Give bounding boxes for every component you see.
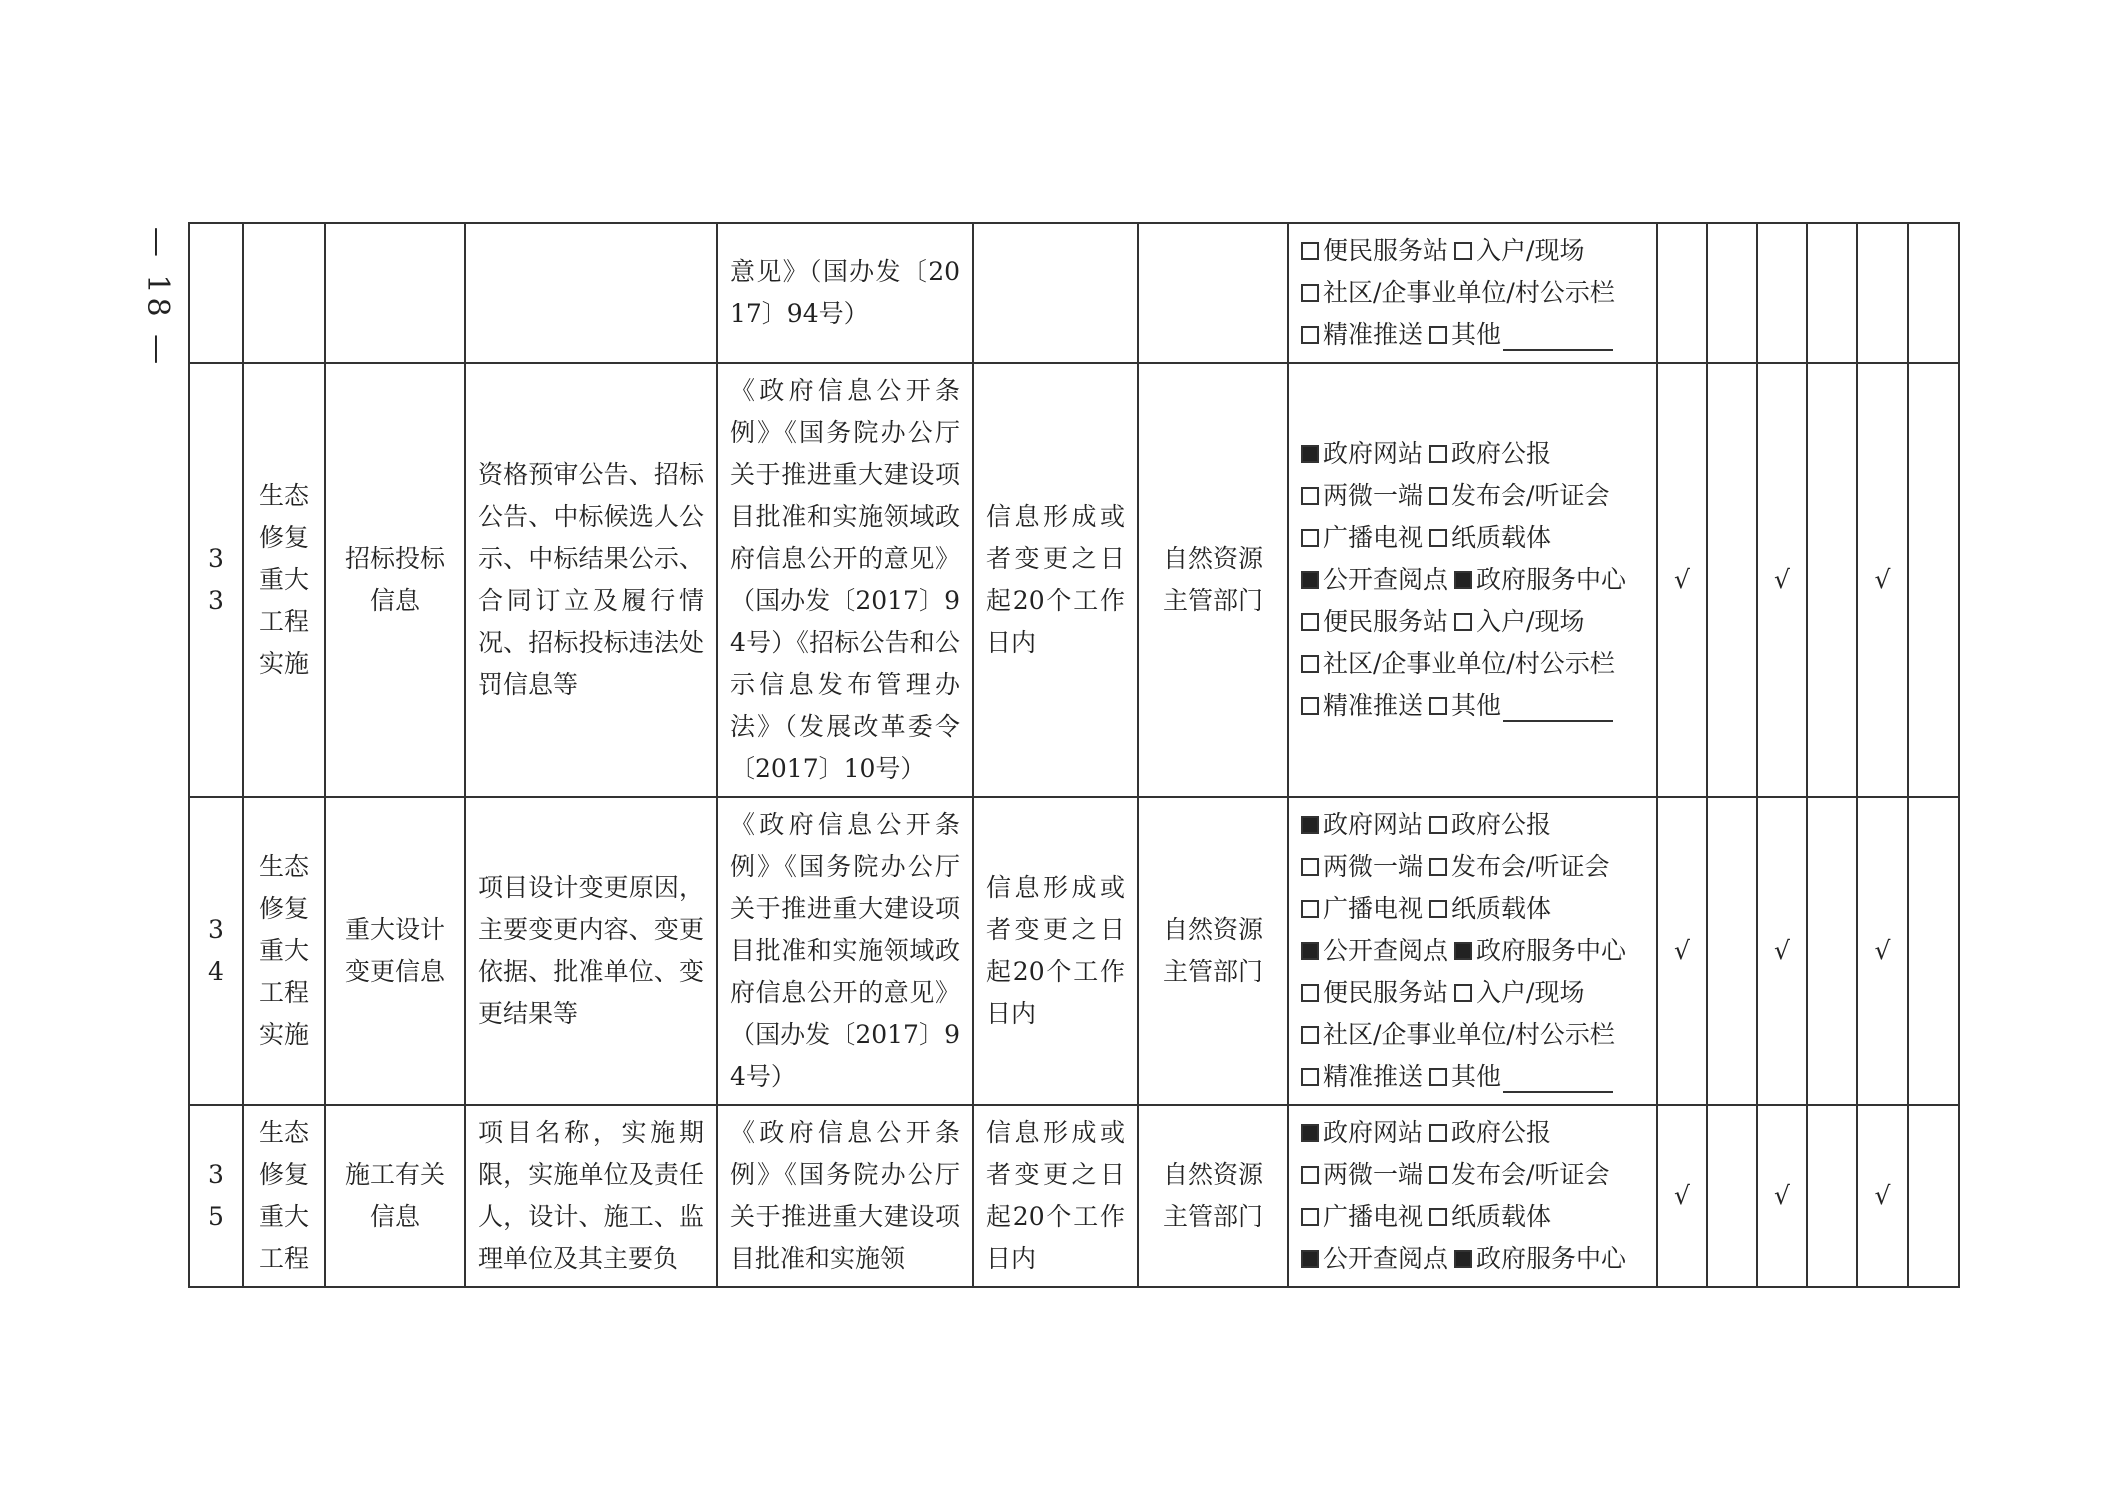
unchecked-box-icon: [1301, 900, 1319, 918]
row-check: [1807, 223, 1857, 363]
row-check: √: [1657, 1105, 1707, 1287]
row-item: 施工有关信息: [325, 1105, 465, 1287]
row-channels: [1288, 363, 1657, 797]
unchecked-box-icon: [1429, 1124, 1447, 1142]
row-check: √: [1657, 797, 1707, 1105]
channel-option: [1301, 601, 1448, 643]
channel-label: 政府公报: [1451, 810, 1552, 839]
channel-option: [1301, 685, 1423, 727]
channel-line: [1301, 559, 1644, 601]
channel-label: 社区/企事业单位/村公示栏: [1323, 278, 1615, 307]
channel-label: 纸质载体: [1451, 1202, 1552, 1231]
unchecked-box-icon: [1301, 697, 1319, 715]
unchecked-box-icon: [1301, 1208, 1319, 1226]
channel-option: [1429, 517, 1551, 559]
row-channels: [1288, 1105, 1657, 1287]
channel-line: [1301, 230, 1644, 272]
unchecked-box-icon: [1301, 1026, 1319, 1044]
checked-box-icon: [1301, 1124, 1319, 1142]
unchecked-box-icon: [1301, 326, 1319, 344]
channel-option: [1301, 433, 1423, 475]
row-check: √: [1657, 363, 1707, 797]
row-check: √: [1757, 363, 1807, 797]
unchecked-box-icon: [1454, 984, 1472, 1002]
channel-label: 入户/现场: [1476, 236, 1585, 265]
unchecked-box-icon: [1301, 529, 1319, 547]
row-category: 生态修复重大工程实施: [243, 797, 325, 1105]
row-dept: 自然资源主管部门: [1138, 1105, 1288, 1287]
row-check: √: [1857, 797, 1908, 1105]
row-check: [1908, 1105, 1959, 1287]
row-basis: 《政府信息公开条例》《国务院办公厅关于推进重大建设项目批准和实施领域政府信息公开的意见》（国办发〔2017〕94号）《招标公告和公示信息发布管理办法》（发展改革委令〔2017〕10号）: [717, 363, 973, 797]
row-dept: 自然资源主管部门: [1138, 797, 1288, 1105]
fill-in-blank: [1503, 1061, 1613, 1093]
channel-label: 政府服务中心: [1476, 565, 1627, 594]
channel-line: [1301, 601, 1644, 643]
channel-label: 政府公报: [1451, 439, 1552, 468]
channel-option: [1301, 230, 1448, 272]
channel-label: 便民服务站: [1323, 607, 1449, 636]
row-number: [189, 223, 243, 363]
channel-label: 精准推送: [1323, 320, 1424, 349]
channel-label: 政府服务中心: [1476, 936, 1627, 965]
channel-option: [1301, 1154, 1423, 1196]
channel-option: [1301, 517, 1423, 559]
unchecked-box-icon: [1429, 816, 1447, 834]
row-basis: 意见》（国办发〔2017〕94号）: [717, 223, 973, 363]
page-number-text: — 18 —: [140, 226, 176, 368]
checked-box-icon: [1454, 571, 1472, 589]
channel-label: 公开查阅点: [1323, 936, 1449, 965]
channel-option: [1429, 433, 1551, 475]
channel-option: [1301, 804, 1423, 846]
table-row: [189, 223, 1959, 363]
row-check: √: [1757, 1105, 1807, 1287]
channel-label: 政府网站: [1323, 810, 1424, 839]
row-check: [1757, 223, 1807, 363]
channel-label: 政府网站: [1323, 1118, 1424, 1147]
row-time: 信息形成或者变更之日起20个工作日内: [973, 1105, 1138, 1287]
channel-option: [1301, 559, 1448, 601]
unchecked-box-icon: [1301, 655, 1319, 673]
channel-label: 政府网站: [1323, 439, 1424, 468]
channel-line: [1301, 1014, 1644, 1056]
channel-option: [1301, 1014, 1615, 1056]
row-check: √: [1857, 363, 1908, 797]
checked-box-icon: [1454, 942, 1472, 960]
channel-option: [1429, 475, 1609, 517]
channel-option: [1429, 314, 1613, 356]
unchecked-box-icon: [1301, 1166, 1319, 1184]
channel-option: [1454, 930, 1626, 972]
row-check: [1657, 223, 1707, 363]
table-body: [189, 223, 1959, 1287]
checked-box-icon: [1301, 1250, 1319, 1268]
channel-option: [1301, 1238, 1448, 1280]
channel-option: [1301, 475, 1423, 517]
row-dept: 自然资源主管部门: [1138, 363, 1288, 797]
row-number: 35: [189, 1105, 243, 1287]
channel-label: 社区/企事业单位/村公示栏: [1323, 1020, 1615, 1049]
table-row: [189, 797, 1959, 1105]
channel-label: 广播电视: [1323, 1202, 1424, 1231]
unchecked-box-icon: [1301, 613, 1319, 631]
channel-label: 广播电视: [1323, 894, 1424, 923]
unchecked-box-icon: [1429, 1166, 1447, 1184]
channel-line: [1301, 1196, 1644, 1238]
row-check: [1807, 797, 1857, 1105]
channel-option: [1301, 1056, 1423, 1098]
unchecked-box-icon: [1301, 242, 1319, 260]
channel-label: 纸质载体: [1451, 523, 1552, 552]
channel-option: [1454, 1238, 1626, 1280]
unchecked-box-icon: [1429, 1068, 1447, 1086]
table-row: [189, 1105, 1959, 1287]
row-category: [243, 223, 325, 363]
unchecked-box-icon: [1429, 445, 1447, 463]
unchecked-box-icon: [1454, 242, 1472, 260]
channel-label: 发布会/听证会: [1451, 1160, 1610, 1189]
channel-label: 入户/现场: [1476, 978, 1585, 1007]
row-time: 信息形成或者变更之日起20个工作日内: [973, 797, 1138, 1105]
row-category: 生态修复重大工程: [243, 1105, 325, 1287]
row-basis: 《政府信息公开条例》《国务院办公厅关于推进重大建设项目批准和实施领: [717, 1105, 973, 1287]
row-number: 33: [189, 363, 243, 797]
channel-option: [1429, 888, 1551, 930]
row-channels: [1288, 797, 1657, 1105]
row-content: [465, 223, 717, 363]
row-category: 生态修复重大工程实施: [243, 363, 325, 797]
unchecked-box-icon: [1429, 326, 1447, 344]
channel-label: 两微一端: [1323, 852, 1424, 881]
channel-option: [1301, 846, 1423, 888]
channel-line: [1301, 846, 1644, 888]
channel-label: 发布会/听证会: [1451, 481, 1610, 510]
channel-label: 其他: [1451, 320, 1502, 349]
channel-line: [1301, 1056, 1644, 1098]
channel-label: 两微一端: [1323, 481, 1424, 510]
unchecked-box-icon: [1429, 529, 1447, 547]
channel-label: 纸质载体: [1451, 894, 1552, 923]
unchecked-box-icon: [1429, 858, 1447, 876]
channel-line: [1301, 685, 1644, 727]
row-basis: 《政府信息公开条例》《国务院办公厅关于推进重大建设项目批准和实施领域政府信息公开的意见》（国办发〔2017〕94号）: [717, 797, 973, 1105]
row-channels: [1288, 223, 1657, 363]
row-item: 重大设计变更信息: [325, 797, 465, 1105]
row-check: [1908, 223, 1959, 363]
channel-option: [1301, 888, 1423, 930]
channel-line: [1301, 272, 1644, 314]
unchecked-box-icon: [1301, 284, 1319, 302]
unchecked-box-icon: [1301, 858, 1319, 876]
channel-option: [1429, 1112, 1551, 1154]
checked-box-icon: [1301, 816, 1319, 834]
channel-line: [1301, 930, 1644, 972]
unchecked-box-icon: [1301, 487, 1319, 505]
channel-label: 社区/企事业单位/村公示栏: [1323, 649, 1615, 678]
unchecked-box-icon: [1429, 1208, 1447, 1226]
channel-label: 两微一端: [1323, 1160, 1424, 1189]
channel-line: [1301, 643, 1644, 685]
channel-line: [1301, 433, 1644, 475]
channel-label: 其他: [1451, 1062, 1502, 1091]
row-item: 招标投标信息: [325, 363, 465, 797]
channel-label: 政府服务中心: [1476, 1244, 1627, 1273]
channel-label: 公开查阅点: [1323, 1244, 1449, 1273]
row-check: [1807, 1105, 1857, 1287]
channel-option: [1454, 972, 1584, 1014]
row-check: [1707, 223, 1757, 363]
channel-option: [1301, 972, 1448, 1014]
channel-label: 精准推送: [1323, 1062, 1424, 1091]
unchecked-box-icon: [1454, 613, 1472, 631]
checked-box-icon: [1301, 445, 1319, 463]
page-number: [138, 222, 178, 372]
channel-line: [1301, 517, 1644, 559]
row-check: [1707, 363, 1757, 797]
channel-option: [1454, 230, 1584, 272]
channel-option: [1301, 314, 1423, 356]
channel-label: 精准推送: [1323, 691, 1424, 720]
channel-option: [1429, 1154, 1609, 1196]
channel-label: 广播电视: [1323, 523, 1424, 552]
channel-label: 发布会/听证会: [1451, 852, 1610, 881]
channel-option: [1301, 1112, 1423, 1154]
channel-line: [1301, 1112, 1644, 1154]
unchecked-box-icon: [1429, 697, 1447, 715]
checked-box-icon: [1301, 571, 1319, 589]
channel-line: [1301, 314, 1644, 356]
fill-in-blank: [1503, 690, 1613, 722]
channel-option: [1429, 685, 1613, 727]
channel-label: 入户/现场: [1476, 607, 1585, 636]
fill-in-blank: [1503, 319, 1613, 351]
row-check: √: [1857, 1105, 1908, 1287]
unchecked-box-icon: [1301, 1068, 1319, 1086]
row-number: 34: [189, 797, 243, 1105]
channel-line: [1301, 804, 1644, 846]
unchecked-box-icon: [1429, 487, 1447, 505]
checked-box-icon: [1301, 942, 1319, 960]
row-check: [1857, 223, 1908, 363]
row-check: [1908, 797, 1959, 1105]
row-content: 项目设计变更原因，主要变更内容、变更依据、批准单位、变更结果等: [465, 797, 717, 1105]
channel-option: [1301, 930, 1448, 972]
disclosure-table: [188, 222, 1960, 1288]
row-dept: [1138, 223, 1288, 363]
row-check: √: [1757, 797, 1807, 1105]
row-check: [1807, 363, 1857, 797]
row-content: 项目名称，实施期限，实施单位及责任人，设计、施工、监理单位及其主要负: [465, 1105, 717, 1287]
channel-label: 公开查阅点: [1323, 565, 1449, 594]
channel-option: [1454, 559, 1626, 601]
channel-option: [1429, 1056, 1613, 1098]
channel-label: 便民服务站: [1323, 236, 1449, 265]
channel-option: [1301, 643, 1615, 685]
channel-option: [1429, 846, 1609, 888]
row-check: [1707, 797, 1757, 1105]
channel-label: 便民服务站: [1323, 978, 1449, 1007]
row-item: [325, 223, 465, 363]
checked-box-icon: [1454, 1250, 1472, 1268]
channel-option: [1429, 1196, 1551, 1238]
channel-label: 政府公报: [1451, 1118, 1552, 1147]
row-check: [1908, 363, 1959, 797]
channel-option: [1429, 804, 1551, 846]
row-time: 信息形成或者变更之日起20个工作日内: [973, 363, 1138, 797]
channel-label: 其他: [1451, 691, 1502, 720]
channel-line: [1301, 972, 1644, 1014]
channel-option: [1301, 1196, 1423, 1238]
table-row: [189, 363, 1959, 797]
channel-line: [1301, 1238, 1644, 1280]
channel-line: [1301, 1154, 1644, 1196]
channel-line: [1301, 475, 1644, 517]
channel-line: [1301, 888, 1644, 930]
unchecked-box-icon: [1429, 900, 1447, 918]
row-content: 资格预审公告、招标公告、中标候选人公示、中标结果公示、合同订立及履行情况、招标投标违法处罚信息等: [465, 363, 717, 797]
channel-option: [1454, 601, 1584, 643]
row-time: [973, 223, 1138, 363]
channel-option: [1301, 272, 1615, 314]
unchecked-box-icon: [1301, 984, 1319, 1002]
row-check: [1707, 1105, 1757, 1287]
